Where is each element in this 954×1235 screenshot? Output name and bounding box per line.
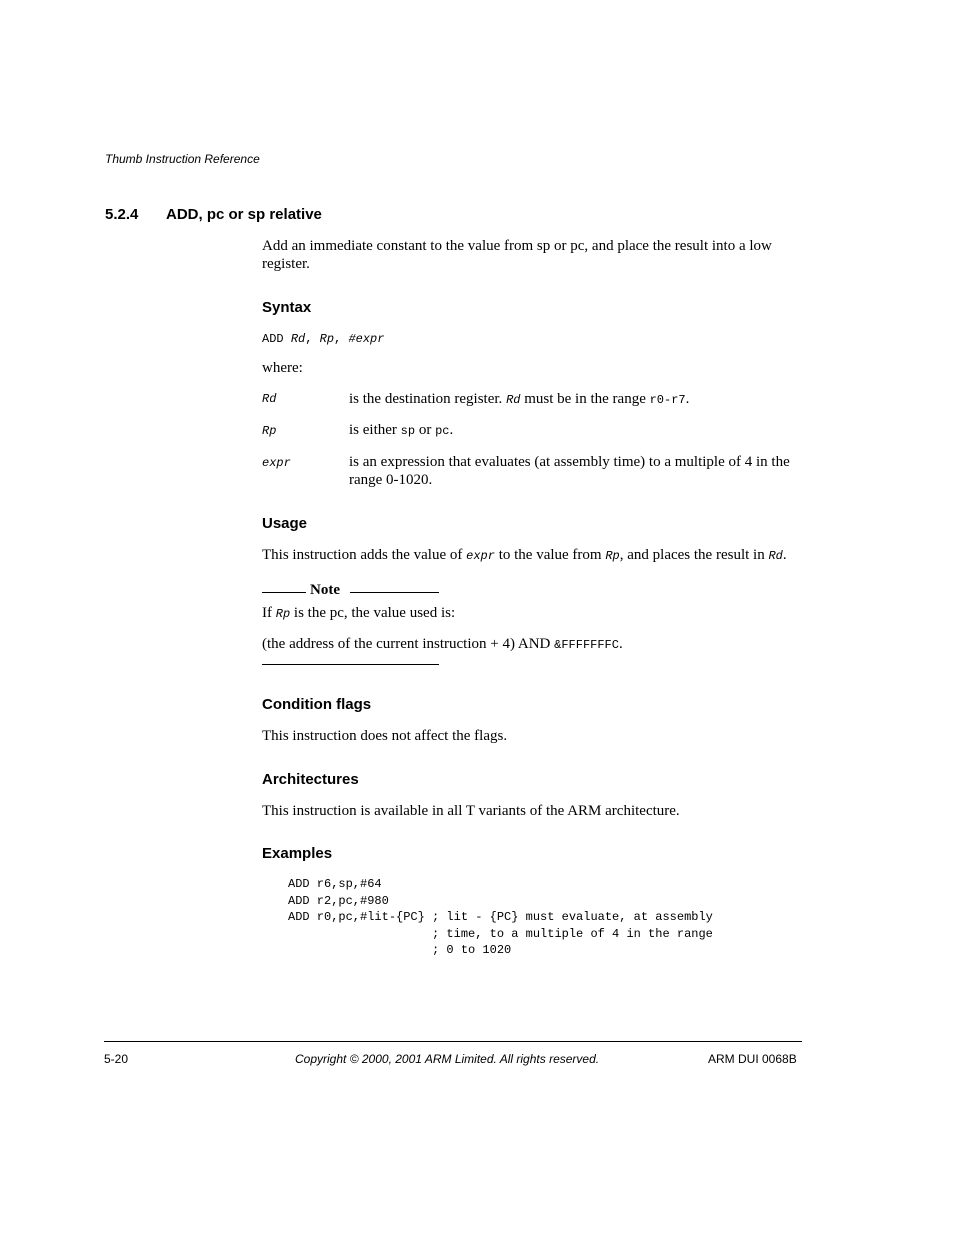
- note-line-2: [262, 635, 802, 654]
- desc-code: pc: [435, 424, 450, 438]
- param-desc-rd: [349, 390, 801, 409]
- desc-text: .: [685, 391, 690, 407]
- footer-page-number: 5-20: [104, 1052, 129, 1066]
- param-desc-expr: is an expression that evaluates (at assembly time) to a multiple of 4 in the range 0-1020.: [349, 454, 790, 488]
- architectures-heading: Architectures: [262, 771, 359, 788]
- note-line-1: [262, 604, 802, 623]
- desc-code: Rd: [506, 393, 521, 407]
- note-rule-left: [262, 592, 306, 593]
- note-code: &FFFFFFFC: [554, 638, 619, 652]
- note-code: Rp: [275, 607, 291, 621]
- usage-code: Rd: [768, 549, 783, 563]
- syntax-line: [262, 332, 384, 346]
- usage-code: Rp: [605, 549, 620, 563]
- note-text: If: [262, 605, 276, 621]
- examples-code-block: ADD r6,sp,#64 ADD r2,pc,#980 ADD r0,pc,#lit-{PC} ; lit - {PC} must evaluate, at assembly ; time, to a multiple of 4 in the range ; 0 to 1020: [288, 877, 713, 958]
- footer-doc-id: ARM DUI 0068B: [708, 1052, 797, 1066]
- desc-text: must be in the range: [520, 391, 650, 407]
- section-title: ADD, pc or sp relative: [166, 206, 322, 223]
- usage-heading: Usage: [262, 515, 308, 532]
- note-rule-right: [350, 592, 439, 593]
- desc-code: r0-r7: [649, 393, 686, 407]
- where-label: where:: [262, 360, 303, 376]
- param-term-rp: Rp: [262, 424, 277, 438]
- footer-rule: [104, 1041, 802, 1042]
- section-number: 5.2.4: [105, 206, 139, 223]
- desc-code: sp: [400, 424, 416, 438]
- examples-heading: Examples: [262, 845, 333, 862]
- syntax-sep: ,: [334, 332, 349, 346]
- syntax-expr: #expr: [348, 332, 385, 346]
- syntax-rp: Rp: [319, 332, 335, 346]
- desc-text: is either: [349, 422, 401, 438]
- note-text: .: [618, 636, 623, 652]
- condition-flags-text: This instruction does not affect the flags.: [262, 728, 508, 744]
- architectures-text: This instruction is available in all T variants of the ARM architecture.: [262, 803, 680, 819]
- syntax-rd: Rd: [290, 332, 306, 346]
- running-header: Thumb Instruction Reference: [105, 152, 260, 166]
- usage-text: .: [782, 547, 787, 563]
- note-text: is the pc, the value used is:: [290, 605, 456, 621]
- syntax-mnemonic: ADD: [262, 332, 284, 346]
- footer-copyright: Copyright © 2000, 2001 ARM Limited. All rights reserved.: [295, 1052, 600, 1066]
- note-text: (the address of the current instruction + 4) AND: [262, 636, 555, 652]
- condition-flags-heading: Condition flags: [262, 696, 372, 713]
- usage-text: This instruction adds the value of: [262, 547, 467, 563]
- desc-text: or: [415, 422, 436, 438]
- param-term-expr: expr: [262, 456, 291, 470]
- intro-paragraph: Add an immediate constant to the value from sp or pc, and place the result into a low register.: [262, 238, 772, 272]
- usage-paragraph: [262, 546, 822, 565]
- syntax-heading: Syntax: [262, 299, 312, 316]
- param-desc-rp: [349, 421, 801, 440]
- usage-text: , and places the result in: [619, 547, 769, 563]
- usage-text: to the value from: [494, 547, 606, 563]
- usage-code: expr: [466, 549, 495, 563]
- desc-text: is the destination register.: [349, 391, 507, 407]
- syntax-sep: ,: [305, 332, 320, 346]
- note-rule-bottom: [262, 664, 439, 665]
- param-term-rd: Rd: [262, 392, 277, 406]
- note-label: Note: [310, 582, 340, 598]
- desc-text: .: [449, 422, 454, 438]
